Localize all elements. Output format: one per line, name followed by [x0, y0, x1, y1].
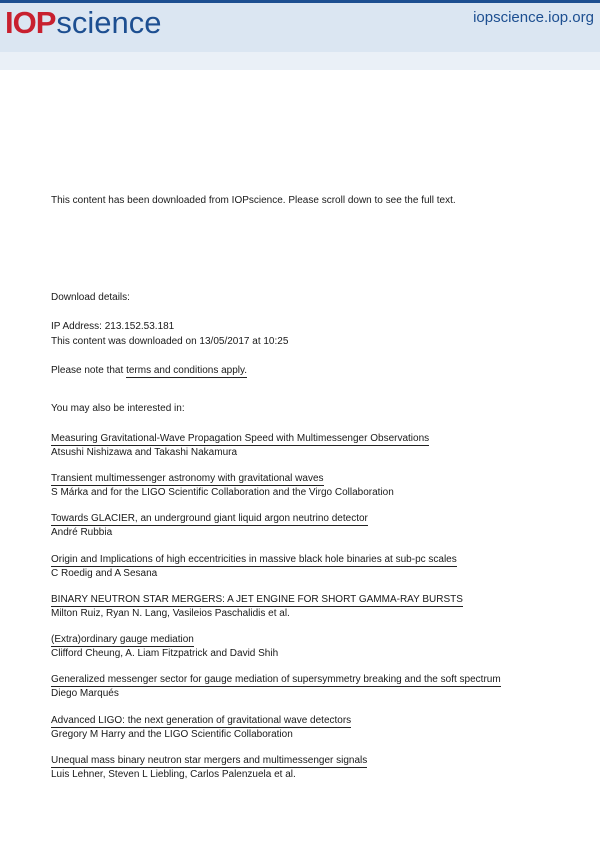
related-article-authors: André Rubbia: [51, 527, 113, 538]
related-article-title[interactable]: Towards GLACIER, an underground giant liquid argon neutrino detector: [51, 513, 368, 524]
iopscience-logo[interactable]: [5, 7, 162, 39]
related-article-title[interactable]: Measuring Gravitational-Wave Propagation Speed with Multimessenger Observations: [51, 433, 430, 444]
ip-address: IP Address: 213.152.53.181: [51, 321, 175, 332]
related-article-authors: Milton Ruiz, Ryan N. Lang, Vasileios Paschalidis et al.: [51, 608, 290, 619]
related-article-authors: Luis Lehner, Steven L Liebling, Carlos Palenzuela et al.: [51, 769, 296, 780]
related-heading: You may also be interested in:: [51, 403, 185, 414]
related-article-authors: Gregory M Harry and the LIGO Scientific Collaboration: [51, 729, 293, 740]
related-article-title[interactable]: Transient multimessenger astronomy with gravitational waves: [51, 473, 324, 484]
related-article-authors: Atsushi Nishizawa and Takashi Nakamura: [51, 447, 238, 458]
download-timestamp: This content was downloaded on 13/05/2017 at 10:25: [51, 336, 289, 347]
download-notice: This content has been downloaded from IOPscience. Please scroll down to see the full text.: [51, 195, 456, 206]
header-band: [0, 52, 600, 70]
site-url-link[interactable]: iopscience.iop.org: [473, 9, 594, 26]
related-article-authors: C Roedig and A Sesana: [51, 568, 158, 579]
related-article-title[interactable]: Generalized messenger sector for gauge mediation of supersymmetry breaking and the soft spectrum: [51, 674, 501, 685]
logo-iop-text: IOP: [5, 5, 56, 40]
related-article-title[interactable]: BINARY NEUTRON STAR MERGERS: A JET ENGINE FOR SHORT GAMMA-RAY BURSTS: [51, 594, 463, 605]
related-article-title[interactable]: (Extra)ordinary gauge mediation: [51, 634, 194, 645]
site-header: [0, 0, 600, 52]
download-details-heading: Download details:: [51, 292, 130, 303]
terms-link[interactable]: terms and conditions apply.: [126, 365, 248, 376]
related-article-title[interactable]: Advanced LIGO: the next generation of gravitational wave detectors: [51, 715, 352, 726]
related-article-title[interactable]: Unequal mass binary neutron star mergers and multimessenger signals: [51, 755, 368, 766]
related-article-authors: S Márka and for the LIGO Scientific Collaboration and the Virgo Collaboration: [51, 487, 394, 498]
logo-science-text: science: [56, 5, 162, 40]
terms-prefix: Please note that: [51, 365, 127, 376]
related-article-authors: Clifford Cheung, A. Liam Fitzpatrick and David Shih: [51, 648, 279, 659]
terms-notice: [51, 364, 247, 377]
related-article-title[interactable]: Origin and Implications of high eccentricities in massive black hole binaries at sub-pc scales: [51, 554, 457, 565]
related-article-authors: Diego Marqués: [51, 688, 119, 699]
